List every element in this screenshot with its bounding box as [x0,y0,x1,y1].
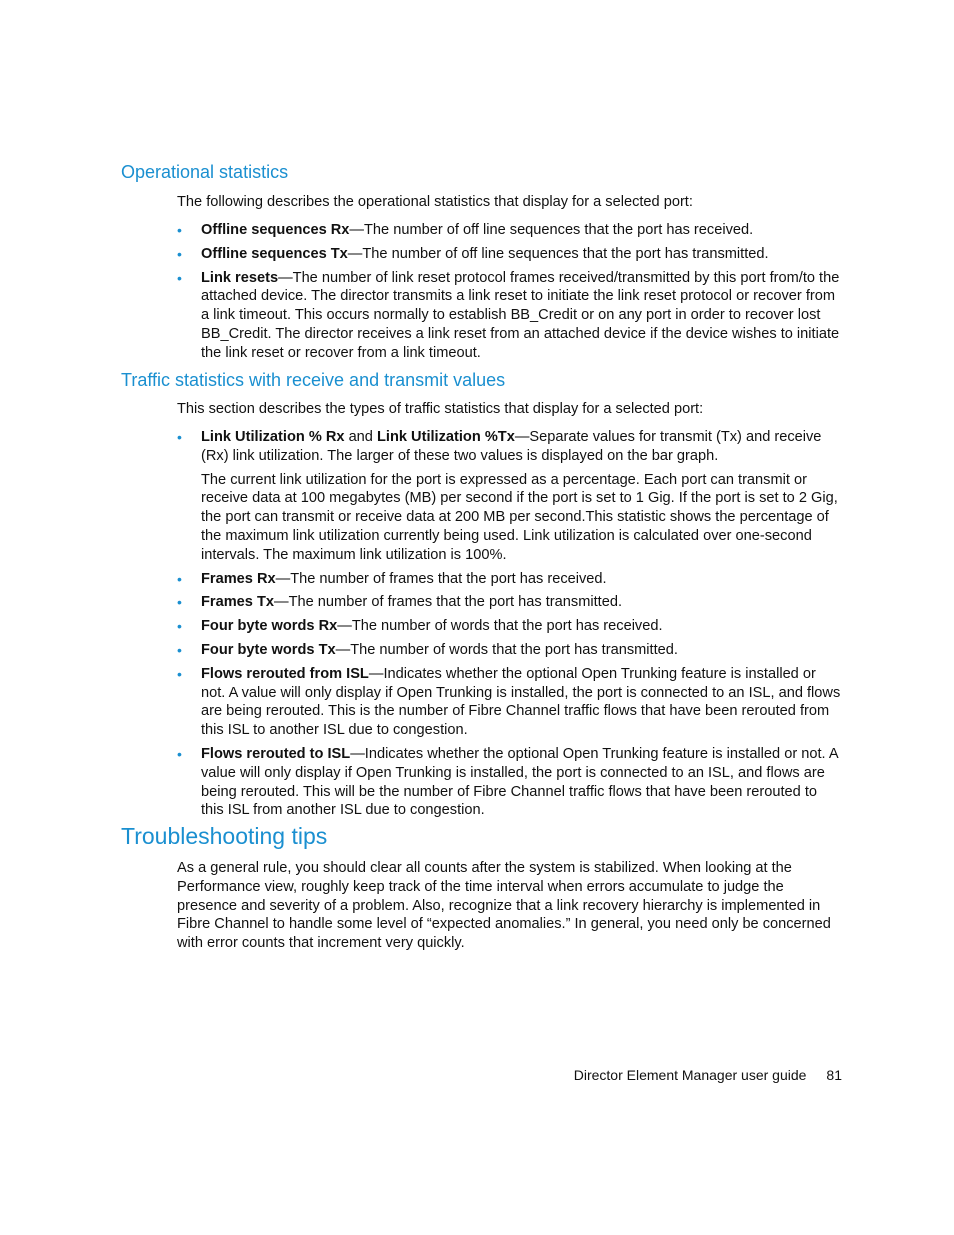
list-item [177,570,842,589]
item-term: Flows rerouted to ISL [201,745,351,762]
item-desc: —Indicates whether the optional Open Trunking feature is installed or not. A value will only display if Open Trunking is installed, the port is connected to an ISL, and flows are being rerouted. This is the number of Fibre Channel traffic flows that have been rerouted from this ISL to another ISL due to congestion. [201,665,841,739]
bullet-icon: • [177,745,182,762]
bullet-icon: • [177,618,182,635]
item-term: Frames Rx [201,570,276,587]
item-term: Four byte words Tx [201,641,336,658]
item-desc: —The number of frames that the port has transmitted. [274,594,622,611]
list-item [177,617,842,636]
list-item [177,269,842,363]
section-heading-operational-statistics: Operational statistics [121,162,289,182]
list-item [177,221,842,240]
item-desc: —The number of link reset protocol frames received/transmitted by this port from/to the attached device. The director transmits a link reset to initiate the link reset protocol or recover from a link timeout. This occurs normally to establish BB_Credit or on any port in order to recover lost BB_Credit. The director receives a link reset from an attached device if the device wishes to initiate the link reset or recover from a link timeout. [201,269,840,361]
list-item-link-utilization [177,428,842,565]
section-heading-troubleshooting: Troubleshooting tips [121,823,328,849]
item-desc: —The number of words that the port has received. [337,618,663,635]
item-continuation: The current link utilization for the port is expressed as a percentage. Each port can transmit or receive data at 100 megabytes (MB) per second if the port is set to 1 Gig. If the port is set to 2 Gig, the port can transmit or receive data at 200 MB per second.This statistic shows the percentage of the maximum link utilization currently being used. Link utilization is calculated over one-second intervals. The maximum link utilization is 100%. [201,471,838,563]
troubleshooting-body: As a general rule, you should clear all counts after the system is stabilized. When looking at the Performance view, roughly keep track of the time interval when errors accumulate to judge the presence and severity of a problem. Also, recognize that a link recovery hierarchy is implemented in Fibre Channel to handle some level of “expected anomalies.” In general, you need only be concerned with error counts that increment very quickly. [177,860,831,952]
item-term: Four byte words Rx [201,618,338,635]
operational-intro: The following describes the operational statistics that display for a selected port: [177,194,693,210]
operational-list [177,221,842,363]
bullet-icon: • [177,269,182,286]
item-term: Link resets [201,269,279,286]
item-desc: —The number of off line sequences that the port has received. [349,222,754,238]
list-item [177,665,842,740]
item-desc: —Separate values for transmit (Tx) and receive (Rx) link utilization. The larger of these two values is displayed on the bar graph. [201,429,822,464]
item-desc: —The number of off line sequences that the port has transmitted. [347,245,769,262]
item-term: Link Utilization % Rx [201,429,345,445]
item-term: Flows rerouted from ISL [201,665,369,682]
list-item [177,593,842,612]
item-term: Frames Tx [201,594,275,611]
list-item [177,745,842,820]
bullet-icon: • [177,222,182,238]
bullet-icon: • [177,570,182,587]
item-term: Offline sequences Tx [201,245,348,262]
list-item [177,245,842,264]
traffic-list [177,428,842,820]
item-desc: —The number of frames that the port has received. [275,570,607,587]
page-footer [574,1067,842,1083]
page-number: 81 [826,1067,842,1083]
bullet-icon: • [177,665,182,682]
item-term: Link Utilization %Tx [376,429,515,445]
item-desc: —The number of words that the port has transmitted. [335,641,678,658]
item-term: Offline sequences Rx [201,222,350,238]
footer-title: Director Element Manager user guide [573,1067,807,1083]
item-desc: —Indicates whether the optional Open Trunking feature is installed or not. A value will only display if Open Trunking is installed, the port is connected to an ISL, and flows are being rerouted. This will be the number of Fibre Channel traffic flows that have been rerouted to this ISL from another ISL due to congestion. [201,745,838,819]
bullet-icon: • [177,245,182,262]
section-heading-traffic-statistics: Traffic statistics with receive and transmit values [121,370,506,390]
bullet-icon: • [177,594,182,611]
item-joiner: and [344,429,377,445]
bullet-icon: • [177,641,182,658]
list-item [177,641,842,660]
traffic-intro: This section describes the types of traffic statistics that display for a selected port: [177,401,704,417]
bullet-icon: • [177,429,182,445]
